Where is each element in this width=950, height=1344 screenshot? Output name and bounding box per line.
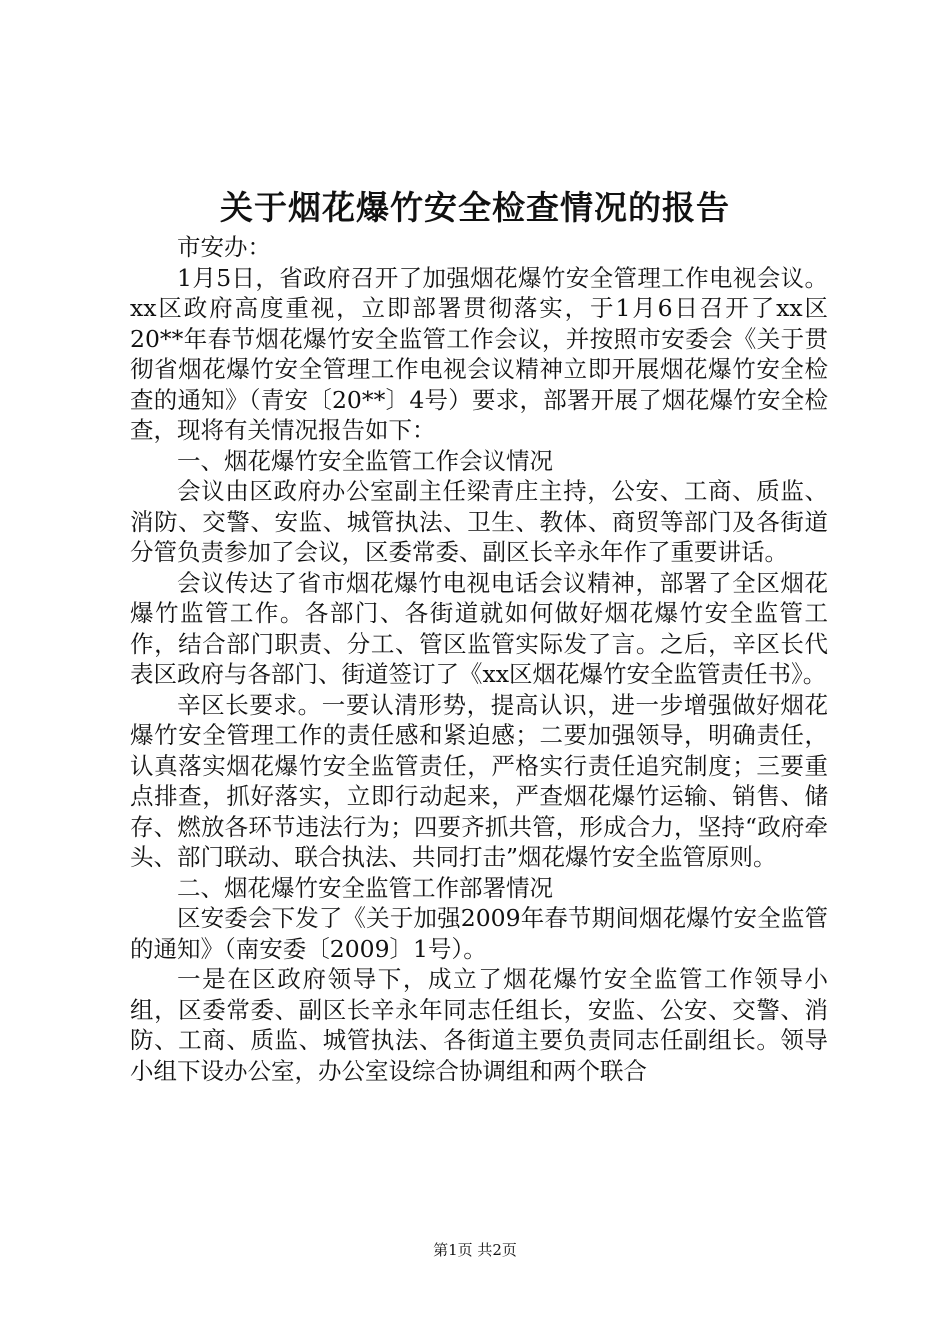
paragraph: 一是在区政府领导下，成立了烟花爆竹安全监管工作领导小组，区委常委、副区长辛永年同志任组长，安监、公安、交警、消防、工商、质监、城管执法、各街道主要负责同志任副组长。领导小组下设办公室，办公室设综合协调组和两个联合 (130, 965, 828, 1085)
paragraph: 辛区长要求。一要认清形势，提高认识，进一步增强做好烟花爆竹安全管理工作的责任感和紧迫感；二要加强领导，明确责任，认真落实烟花爆竹安全监管责任，严格实行责任追究制度；三要重点排查，抓好落实，立即行动起来，严查烟花爆竹运输、销售、储存、燃放各环节违法行为；四要齐抓共管，形成合力，坚持“政府牵头、部门联动、联合执法、共同打击”烟花爆竹安全监管原则。 (130, 690, 828, 871)
section-heading-2: 二、烟花爆竹安全监管工作部署情况 (177, 873, 553, 902)
paragraph: 区安委会下发了《关于加强2009年春节期间烟花爆竹安全监管的通知》（南安委〔2009〕1号）。 (130, 904, 828, 963)
paragraph-intro: 1月5日，省政府召开了加强烟花爆竹安全管理工作电视会议。xx区政府高度重视，立即部署贯彻落实，于1月6日召开了xx区20**年春节烟花爆竹安全监管工作会议，并按照市安委会《关于贯彻省烟花爆竹安全管理工作电视会议精神立即开展烟花爆竹安全检查的通知》（青安〔20**〕4号）要求，部署开展了烟花爆竹安全检查，现将有关情况报告如下： (130, 263, 828, 444)
salutation: 市安办： (177, 233, 271, 261)
section-heading-1: 一、烟花爆竹安全监管工作会议情况 (177, 446, 553, 475)
document-body (130, 232, 828, 1086)
paragraph: 会议传达了省市烟花爆竹电视电话会议精神，部署了全区烟花爆竹监管工作。各部门、各街道就如何做好烟花爆竹安全监管工作，结合部门职责、分工、管区监管实际发了言。之后，辛区长代表区政府与各部门、街道签订了《xx区烟花爆竹安全监管责任书》。 (130, 568, 828, 688)
paragraph: 会议由区政府办公室副主任梁青庄主持，公安、工商、质监、消防、交警、安监、城管执法、卫生、教体、商贸等部门及各街道分管负责参加了会议，区委常委、副区长辛永年作了重要讲话。 (130, 477, 828, 566)
document-title: 关于烟花爆竹安全检查情况的报告 (220, 188, 730, 227)
page-number: 第1页 共2页 (433, 1241, 517, 1259)
